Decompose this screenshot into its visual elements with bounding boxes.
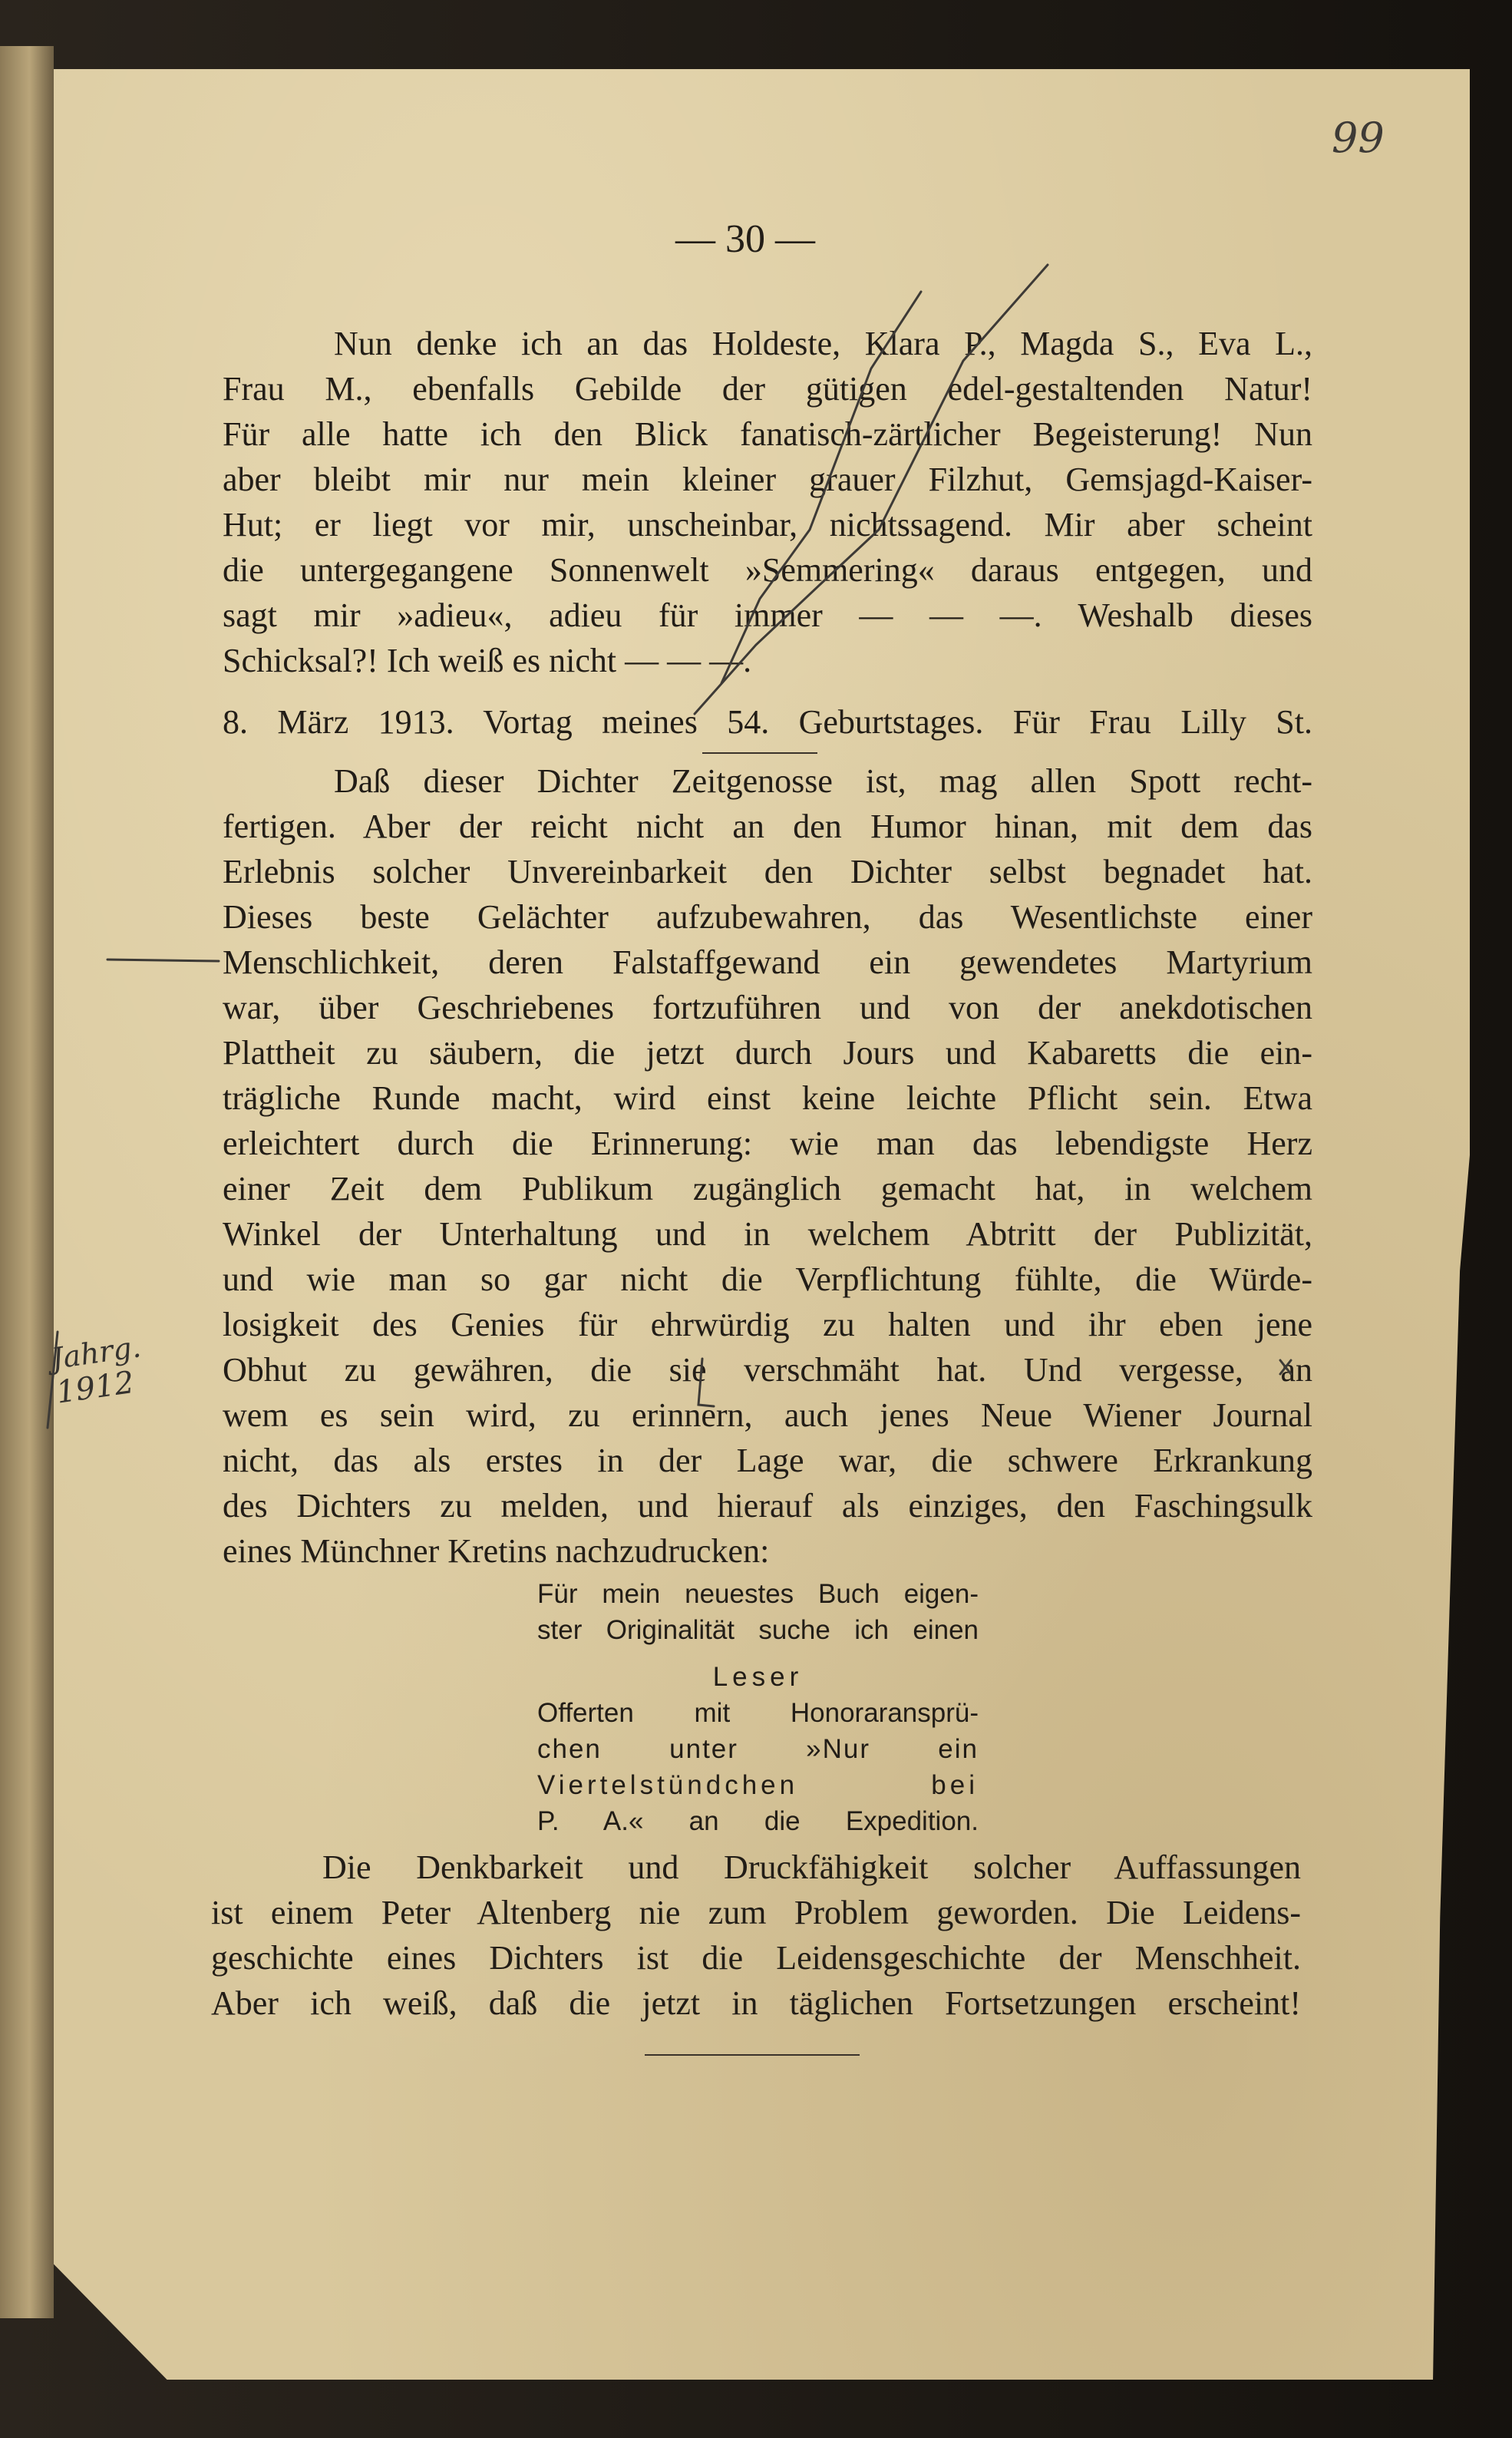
text-line: sagt mir »adieu«, adieu für immer — — —. Weshalb dieses — [223, 596, 1312, 634]
text-line: trägliche Runde macht, wird einst keine leichte Pflicht sein. Etwa — [223, 1079, 1312, 1117]
quote-line: P. A.« an die Expedition. — [537, 1806, 979, 1836]
text-line: Obhut zu gewähren, die sie verschmäht hat. Und vergesse, an — [223, 1351, 1312, 1389]
text-line: geschichte eines Dichters ist die Leidensgeschichte der Menschheit. — [211, 1939, 1301, 1977]
folio-pencil-note: 99 — [1332, 114, 1385, 162]
text-line: war, über Geschriebenes fortzuführen und von der anekdotischen — [223, 989, 1312, 1026]
text-line: Frau M., ebenfalls Gebilde der gütigen edel-gestaltenden Natur! — [223, 370, 1312, 408]
text-line: Aber ich weiß, daß die jetzt in täglichen Fortsetzungen erscheint! — [211, 1984, 1301, 2022]
text-line: einer Zeit dem Publikum zugänglich gemacht hat, in welchem — [223, 1170, 1312, 1207]
text-line: Menschlichkeit, deren Falstaffgewand ein gewendetes Martyrium — [223, 943, 1312, 981]
text-line: losigkeit des Genies für ehrwürdig zu halten und ihr eben jene — [223, 1306, 1312, 1343]
quote-line: ster Originalität suche ich einen — [537, 1615, 979, 1645]
text-line: Schicksal?! Ich weiß es nicht — — —. — [223, 642, 752, 679]
margin-note-line: Jahrg. — [49, 1330, 144, 1376]
text-line: fertigen. Aber der reicht nicht an den Humor hinan, mit dem das — [223, 808, 1312, 845]
text-line: Winkel der Unterhaltung und in welchem Abtritt der Publizität, — [223, 1215, 1312, 1253]
text-line: des Dichters zu melden, und hierauf als einziges, den Faschingsulk — [223, 1487, 1312, 1525]
text-line: Erlebnis solcher Unvereinbarkeit den Dichter selbst begnadet hat. — [223, 853, 1312, 890]
margin-pencil-note — [49, 1330, 147, 1410]
text-line: Daß dieser Dichter Zeitgenosse ist, mag allen Spott recht- — [334, 762, 1312, 800]
quote-line: Für mein neuestes Buch eigen- — [537, 1579, 979, 1609]
text-line: nicht, das als erstes in der Lage war, die schwere Erkrankung — [223, 1442, 1312, 1479]
previous-page-edge — [0, 46, 54, 2318]
text-line: ist einem Peter Altenberg nie zum Problem geworden. Die Leidens- — [211, 1894, 1301, 1931]
text-line: eines Münchner Kretins nachzudrucken: — [223, 1532, 770, 1570]
text-line: Dieses beste Gelächter aufzubewahren, das Wesentlichste einer — [223, 898, 1312, 936]
end-divider — [645, 2054, 860, 2056]
text-line: erleichtert durch die Erinnerung: wie man das lebendigste Herz — [223, 1125, 1312, 1162]
paragraph-1 — [223, 321, 1312, 683]
text-line: wem es sein wird, zu erinnern, auch jenes Neue Wiener Journal — [223, 1396, 1312, 1434]
page-number: — 30 — — [675, 217, 815, 261]
text-line: Nun denke ich an das Holdeste, Klara P., Magda S., Eva L., — [334, 325, 1312, 362]
dateline — [223, 699, 1312, 745]
text-line: die untergegangene Sonnenwelt »Semmering« daraus entgegen, und — [223, 551, 1312, 589]
text-line: Die Denkbarkeit und Druckfähigkeit solcher Auffassungen — [322, 1848, 1301, 1886]
quote-line: Viertelstündchen bei — [537, 1770, 979, 1800]
text-line: Für alle hatte ich den Blick fanatisch-zärtlicher Begeisterung! Nun — [223, 415, 1312, 453]
text-line: und wie man so gar nicht die Verpflichtung fühlte, die Würde- — [223, 1260, 1312, 1298]
margin-note-line: 1912 — [54, 1364, 137, 1411]
section-divider — [702, 752, 817, 754]
quoted-advertisement — [537, 1576, 979, 1839]
quote-line: Leser — [712, 1662, 804, 1692]
text-line: aber bleibt mir nur mein kleiner grauer Filzhut, Gemsjagd-Kaiser- — [223, 461, 1312, 498]
quote-line: chen unter »Nur ein — [537, 1734, 979, 1764]
paragraph-2 — [223, 758, 1312, 1574]
text-line: Hut; er liegt vor mir, unscheinbar, nichtssagend. Mir aber scheint — [223, 506, 1312, 543]
dateline-text: 8. März 1913. Vortag meines 54. Geburtstages. Für Frau Lilly St. — [223, 703, 1312, 741]
quote-line: Offerten mit Honoraransprü- — [537, 1698, 979, 1728]
text-line: Plattheit zu säubern, die jetzt durch Jours und Kabaretts die ein- — [223, 1034, 1312, 1072]
paragraph-3 — [211, 1845, 1301, 2026]
